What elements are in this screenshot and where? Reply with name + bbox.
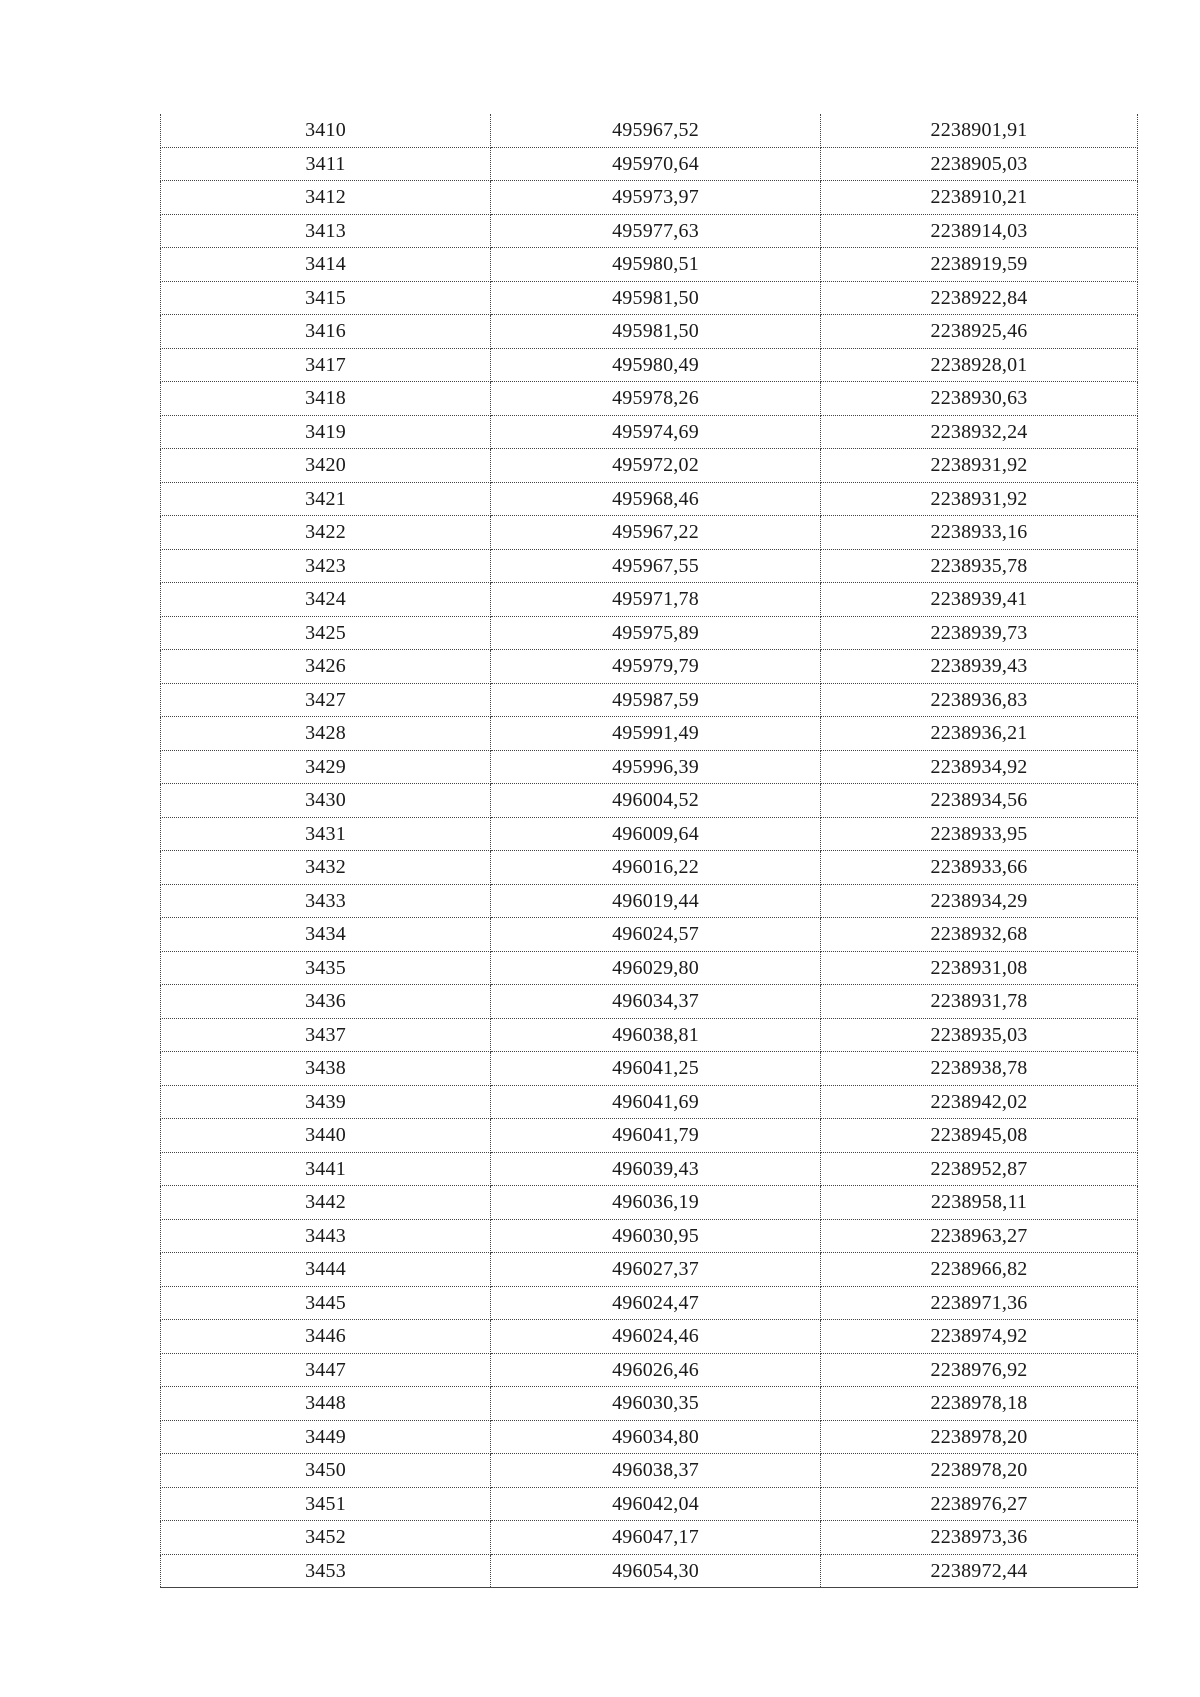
point-number-cell: 3441 bbox=[161, 1152, 491, 1186]
y-coordinate-cell: 2238945,08 bbox=[821, 1119, 1138, 1153]
x-coordinate-cell: 495979,79 bbox=[491, 650, 821, 684]
y-coordinate-cell: 2238936,83 bbox=[821, 683, 1138, 717]
x-coordinate-cell: 495967,55 bbox=[491, 549, 821, 583]
table-row bbox=[161, 717, 1138, 751]
table-row bbox=[161, 181, 1138, 215]
x-coordinate-cell: 496026,46 bbox=[491, 1353, 821, 1387]
point-number-cell: 3426 bbox=[161, 650, 491, 684]
y-coordinate-cell: 2238925,46 bbox=[821, 315, 1138, 349]
y-coordinate-cell: 2238974,92 bbox=[821, 1320, 1138, 1354]
y-coordinate-cell: 2238933,66 bbox=[821, 851, 1138, 885]
table-row bbox=[161, 1219, 1138, 1253]
point-number-cell: 3453 bbox=[161, 1554, 491, 1588]
point-number-cell: 3428 bbox=[161, 717, 491, 751]
x-coordinate-cell: 495967,52 bbox=[491, 114, 821, 147]
point-number-cell: 3442 bbox=[161, 1186, 491, 1220]
y-coordinate-cell: 2238934,56 bbox=[821, 784, 1138, 818]
point-number-cell: 3444 bbox=[161, 1253, 491, 1287]
table-row bbox=[161, 1554, 1138, 1588]
table-row bbox=[161, 1286, 1138, 1320]
x-coordinate-cell: 496024,57 bbox=[491, 918, 821, 952]
table-row bbox=[161, 1052, 1138, 1086]
x-coordinate-cell: 495987,59 bbox=[491, 683, 821, 717]
x-coordinate-cell: 495972,02 bbox=[491, 449, 821, 483]
point-number-cell: 3439 bbox=[161, 1085, 491, 1119]
point-number-cell: 3419 bbox=[161, 415, 491, 449]
table-row bbox=[161, 616, 1138, 650]
x-coordinate-cell: 496054,30 bbox=[491, 1554, 821, 1588]
y-coordinate-cell: 2238928,01 bbox=[821, 348, 1138, 382]
table-row bbox=[161, 114, 1138, 147]
y-coordinate-cell: 2238931,78 bbox=[821, 985, 1138, 1019]
y-coordinate-cell: 2238971,36 bbox=[821, 1286, 1138, 1320]
point-number-cell: 3421 bbox=[161, 482, 491, 516]
point-number-cell: 3416 bbox=[161, 315, 491, 349]
table-row bbox=[161, 1253, 1138, 1287]
x-coordinate-cell: 496041,69 bbox=[491, 1085, 821, 1119]
y-coordinate-cell: 2238935,03 bbox=[821, 1018, 1138, 1052]
point-number-cell: 3434 bbox=[161, 918, 491, 952]
point-number-cell: 3412 bbox=[161, 181, 491, 215]
y-coordinate-cell: 2238939,41 bbox=[821, 583, 1138, 617]
y-coordinate-cell: 2238978,20 bbox=[821, 1454, 1138, 1488]
x-coordinate-cell: 495981,50 bbox=[491, 281, 821, 315]
table-row bbox=[161, 147, 1138, 181]
point-number-cell: 3427 bbox=[161, 683, 491, 717]
y-coordinate-cell: 2238931,92 bbox=[821, 482, 1138, 516]
y-coordinate-cell: 2238939,73 bbox=[821, 616, 1138, 650]
point-number-cell: 3417 bbox=[161, 348, 491, 382]
table-row bbox=[161, 1353, 1138, 1387]
y-coordinate-cell: 2238922,84 bbox=[821, 281, 1138, 315]
x-coordinate-cell: 495980,49 bbox=[491, 348, 821, 382]
x-coordinate-cell: 495981,50 bbox=[491, 315, 821, 349]
y-coordinate-cell: 2238976,92 bbox=[821, 1353, 1138, 1387]
point-number-cell: 3435 bbox=[161, 951, 491, 985]
table-row bbox=[161, 1085, 1138, 1119]
table-row bbox=[161, 482, 1138, 516]
x-coordinate-cell: 495970,64 bbox=[491, 147, 821, 181]
y-coordinate-cell: 2238972,44 bbox=[821, 1554, 1138, 1588]
table-row bbox=[161, 583, 1138, 617]
x-coordinate-cell: 495968,46 bbox=[491, 482, 821, 516]
point-number-cell: 3440 bbox=[161, 1119, 491, 1153]
y-coordinate-cell: 2238973,36 bbox=[821, 1521, 1138, 1555]
x-coordinate-cell: 495975,89 bbox=[491, 616, 821, 650]
table-row bbox=[161, 516, 1138, 550]
x-coordinate-cell: 495974,69 bbox=[491, 415, 821, 449]
x-coordinate-cell: 496047,17 bbox=[491, 1521, 821, 1555]
point-number-cell: 3448 bbox=[161, 1387, 491, 1421]
x-coordinate-cell: 496030,35 bbox=[491, 1387, 821, 1421]
y-coordinate-cell: 2238919,59 bbox=[821, 248, 1138, 282]
table-row bbox=[161, 348, 1138, 382]
y-coordinate-cell: 2238952,87 bbox=[821, 1152, 1138, 1186]
table-row bbox=[161, 214, 1138, 248]
x-coordinate-cell: 495978,26 bbox=[491, 382, 821, 416]
y-coordinate-cell: 2238935,78 bbox=[821, 549, 1138, 583]
y-coordinate-cell: 2238930,63 bbox=[821, 382, 1138, 416]
table-row bbox=[161, 851, 1138, 885]
x-coordinate-cell: 496034,80 bbox=[491, 1420, 821, 1454]
x-coordinate-cell: 496004,52 bbox=[491, 784, 821, 818]
point-number-cell: 3446 bbox=[161, 1320, 491, 1354]
y-coordinate-cell: 2238963,27 bbox=[821, 1219, 1138, 1253]
table-row bbox=[161, 650, 1138, 684]
x-coordinate-cell: 496024,47 bbox=[491, 1286, 821, 1320]
point-number-cell: 3423 bbox=[161, 549, 491, 583]
y-coordinate-cell: 2238978,18 bbox=[821, 1387, 1138, 1421]
point-number-cell: 3422 bbox=[161, 516, 491, 550]
table-row bbox=[161, 549, 1138, 583]
table-row bbox=[161, 784, 1138, 818]
y-coordinate-cell: 2238914,03 bbox=[821, 214, 1138, 248]
x-coordinate-cell: 496016,22 bbox=[491, 851, 821, 885]
table-row bbox=[161, 1387, 1138, 1421]
table-row bbox=[161, 415, 1138, 449]
point-number-cell: 3432 bbox=[161, 851, 491, 885]
point-number-cell: 3431 bbox=[161, 817, 491, 851]
y-coordinate-cell: 2238910,21 bbox=[821, 181, 1138, 215]
y-coordinate-cell: 2238939,43 bbox=[821, 650, 1138, 684]
x-coordinate-cell: 495980,51 bbox=[491, 248, 821, 282]
table-row bbox=[161, 918, 1138, 952]
x-coordinate-cell: 496019,44 bbox=[491, 884, 821, 918]
y-coordinate-cell: 2238978,20 bbox=[821, 1420, 1138, 1454]
coordinates-table bbox=[160, 114, 1138, 1588]
table-row bbox=[161, 951, 1138, 985]
table-row bbox=[161, 1320, 1138, 1354]
point-number-cell: 3437 bbox=[161, 1018, 491, 1052]
x-coordinate-cell: 496024,46 bbox=[491, 1320, 821, 1354]
table-row bbox=[161, 1018, 1138, 1052]
table-row bbox=[161, 750, 1138, 784]
point-number-cell: 3452 bbox=[161, 1521, 491, 1555]
x-coordinate-cell: 496042,04 bbox=[491, 1487, 821, 1521]
y-coordinate-cell: 2238932,68 bbox=[821, 918, 1138, 952]
table-row bbox=[161, 281, 1138, 315]
y-coordinate-cell: 2238931,08 bbox=[821, 951, 1138, 985]
table-row bbox=[161, 1454, 1138, 1488]
point-number-cell: 3447 bbox=[161, 1353, 491, 1387]
x-coordinate-cell: 495971,78 bbox=[491, 583, 821, 617]
y-coordinate-cell: 2238938,78 bbox=[821, 1052, 1138, 1086]
point-number-cell: 3411 bbox=[161, 147, 491, 181]
point-number-cell: 3430 bbox=[161, 784, 491, 818]
table-row bbox=[161, 1420, 1138, 1454]
point-number-cell: 3451 bbox=[161, 1487, 491, 1521]
point-number-cell: 3450 bbox=[161, 1454, 491, 1488]
y-coordinate-cell: 2238931,92 bbox=[821, 449, 1138, 483]
x-coordinate-cell: 496009,64 bbox=[491, 817, 821, 851]
y-coordinate-cell: 2238958,11 bbox=[821, 1186, 1138, 1220]
point-number-cell: 3433 bbox=[161, 884, 491, 918]
y-coordinate-cell: 2238934,92 bbox=[821, 750, 1138, 784]
table-row bbox=[161, 683, 1138, 717]
table-row bbox=[161, 1119, 1138, 1153]
y-coordinate-cell: 2238901,91 bbox=[821, 114, 1138, 147]
y-coordinate-cell: 2238966,82 bbox=[821, 1253, 1138, 1287]
x-coordinate-cell: 496041,25 bbox=[491, 1052, 821, 1086]
y-coordinate-cell: 2238936,21 bbox=[821, 717, 1138, 751]
table-row bbox=[161, 248, 1138, 282]
x-coordinate-cell: 496027,37 bbox=[491, 1253, 821, 1287]
y-coordinate-cell: 2238905,03 bbox=[821, 147, 1138, 181]
y-coordinate-cell: 2238976,27 bbox=[821, 1487, 1138, 1521]
x-coordinate-cell: 495967,22 bbox=[491, 516, 821, 550]
point-number-cell: 3418 bbox=[161, 382, 491, 416]
table-row bbox=[161, 315, 1138, 349]
point-number-cell: 3445 bbox=[161, 1286, 491, 1320]
table-row bbox=[161, 449, 1138, 483]
point-number-cell: 3424 bbox=[161, 583, 491, 617]
point-number-cell: 3410 bbox=[161, 114, 491, 147]
point-number-cell: 3438 bbox=[161, 1052, 491, 1086]
point-number-cell: 3449 bbox=[161, 1420, 491, 1454]
table-row bbox=[161, 1487, 1138, 1521]
x-coordinate-cell: 496036,19 bbox=[491, 1186, 821, 1220]
table-row bbox=[161, 985, 1138, 1019]
point-number-cell: 3443 bbox=[161, 1219, 491, 1253]
x-coordinate-cell: 495991,49 bbox=[491, 717, 821, 751]
table-row bbox=[161, 382, 1138, 416]
point-number-cell: 3436 bbox=[161, 985, 491, 1019]
coordinates-table-body bbox=[161, 114, 1138, 1588]
point-number-cell: 3415 bbox=[161, 281, 491, 315]
point-number-cell: 3425 bbox=[161, 616, 491, 650]
table-row bbox=[161, 1152, 1138, 1186]
x-coordinate-cell: 496039,43 bbox=[491, 1152, 821, 1186]
point-number-cell: 3420 bbox=[161, 449, 491, 483]
x-coordinate-cell: 496030,95 bbox=[491, 1219, 821, 1253]
table-row bbox=[161, 817, 1138, 851]
point-number-cell: 3429 bbox=[161, 750, 491, 784]
y-coordinate-cell: 2238933,95 bbox=[821, 817, 1138, 851]
y-coordinate-cell: 2238932,24 bbox=[821, 415, 1138, 449]
y-coordinate-cell: 2238933,16 bbox=[821, 516, 1138, 550]
x-coordinate-cell: 496038,81 bbox=[491, 1018, 821, 1052]
y-coordinate-cell: 2238942,02 bbox=[821, 1085, 1138, 1119]
x-coordinate-cell: 496038,37 bbox=[491, 1454, 821, 1488]
x-coordinate-cell: 496029,80 bbox=[491, 951, 821, 985]
table-row bbox=[161, 1186, 1138, 1220]
x-coordinate-cell: 495996,39 bbox=[491, 750, 821, 784]
y-coordinate-cell: 2238934,29 bbox=[821, 884, 1138, 918]
point-number-cell: 3414 bbox=[161, 248, 491, 282]
point-number-cell: 3413 bbox=[161, 214, 491, 248]
x-coordinate-cell: 496034,37 bbox=[491, 985, 821, 1019]
x-coordinate-cell: 496041,79 bbox=[491, 1119, 821, 1153]
table-row bbox=[161, 1521, 1138, 1555]
x-coordinate-cell: 495977,63 bbox=[491, 214, 821, 248]
x-coordinate-cell: 495973,97 bbox=[491, 181, 821, 215]
table-row bbox=[161, 884, 1138, 918]
